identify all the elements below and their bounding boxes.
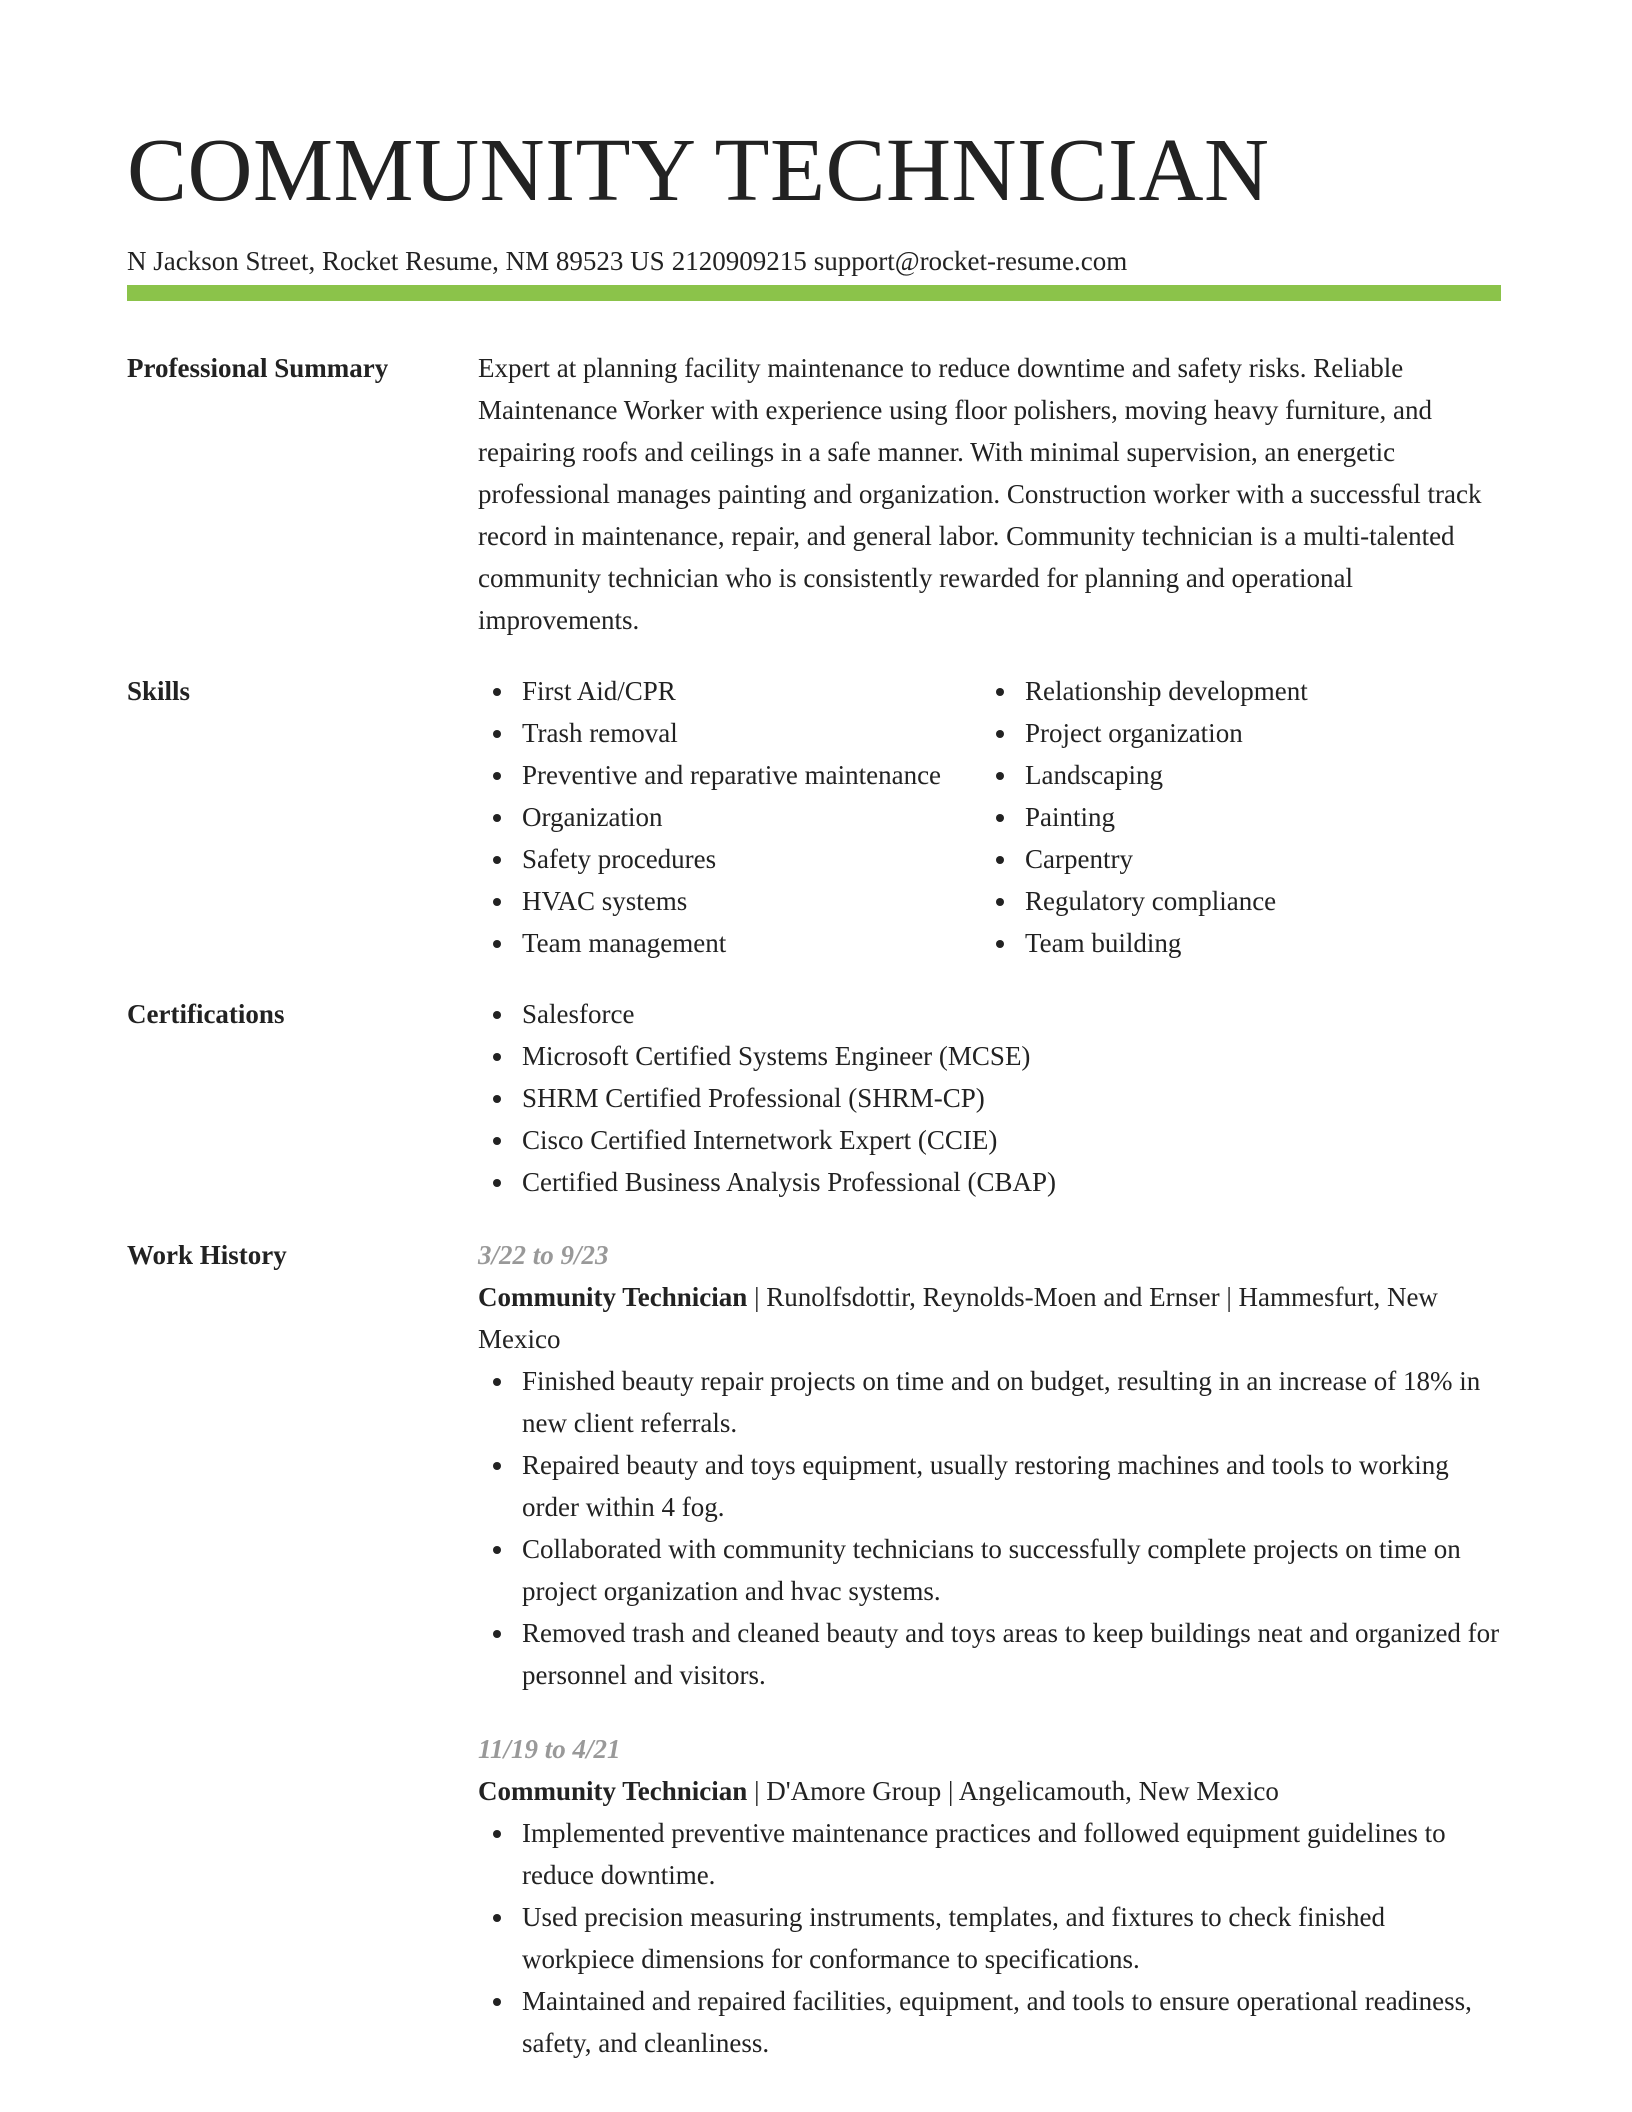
skill-item: Carpentry <box>981 838 1484 880</box>
skills-list-right <box>981 670 1484 964</box>
certification-item: Certified Business Analysis Professional (CBAP) <box>478 1161 1501 1203</box>
job-bullet: Finished beauty repair projects on time and on budget, resulting in an increase of 18% in new client referrals. <box>478 1360 1501 1444</box>
certifications-list <box>478 993 1501 1203</box>
skill-item: Team management <box>478 922 981 964</box>
contact-email: support@rocket-resume.com <box>813 246 1128 276</box>
certification-item: Salesforce <box>478 993 1501 1035</box>
job-entry <box>478 1234 1501 1696</box>
certifications-body <box>478 993 1501 1203</box>
job-heading <box>478 1770 1501 1812</box>
skill-item: Safety procedures <box>478 838 981 880</box>
job-bullet-list <box>478 1812 1501 2064</box>
job-bullet: Implemented preventive maintenance practices and followed equipment guidelines to reduce downtime. <box>478 1812 1501 1896</box>
skill-item: Regulatory compliance <box>981 880 1484 922</box>
skill-item: HVAC systems <box>478 880 981 922</box>
skill-item: Project organization <box>981 712 1484 754</box>
job-bullet: Collaborated with community technicians to successfully complete projects on time on project organization and hvac systems. <box>478 1528 1501 1612</box>
job-bullet: Repaired beauty and toys equipment, usually restoring machines and tools to working order within 4 fog. <box>478 1444 1501 1528</box>
skill-item: Landscaping <box>981 754 1484 796</box>
header-divider <box>127 285 1501 301</box>
summary-body <box>478 347 1501 641</box>
skills-heading: Skills <box>127 676 191 706</box>
certifications-heading: Certifications <box>127 999 285 1029</box>
job-bullet: Maintained and repaired facilities, equipment, and tools to ensure operational readiness, safety, and cleanliness. <box>478 1980 1501 2064</box>
job-bullet: Used precision measuring instruments, templates, and fixtures to check finished workpiece dimensions for conformance to specifications. <box>478 1896 1501 1980</box>
summary-heading: Professional Summary <box>127 353 389 383</box>
job-bullet: Removed trash and cleaned beauty and toys areas to keep buildings neat and organized for personnel and visitors. <box>478 1612 1501 1696</box>
job-dates: 11/19 to 4/21 <box>478 1734 621 1764</box>
certification-item: Microsoft Certified Systems Engineer (MCSE) <box>478 1035 1501 1077</box>
skills-list-left <box>478 670 981 964</box>
contact-address: N Jackson Street, Rocket Resume, NM 89523 US <box>127 246 665 276</box>
resume-header <box>127 118 1501 277</box>
job-title: Community Technician <box>478 1776 748 1806</box>
job-dates: 3/22 to 9/23 <box>478 1240 609 1270</box>
skill-item: Team building <box>981 922 1484 964</box>
job-details: | D'Amore Group | Angelicamouth, New Mexico <box>747 1776 1279 1806</box>
skill-item: Painting <box>981 796 1484 838</box>
contact-line <box>127 245 1501 277</box>
work-history-body <box>478 1234 1501 2064</box>
candidate-name: COMMUNITY TECHNICIAN <box>127 121 1270 220</box>
job-title: Community Technician <box>478 1282 748 1312</box>
skill-item: First Aid/CPR <box>478 670 981 712</box>
skill-item: Trash removal <box>478 712 981 754</box>
contact-phone: 2120909215 <box>671 246 807 276</box>
skill-item: Organization <box>478 796 981 838</box>
job-bullet-list <box>478 1360 1501 1696</box>
certification-item: SHRM Certified Professional (SHRM-CP) <box>478 1077 1501 1119</box>
summary-text: Expert at planning facility maintenance to reduce downtime and safety risks. Reliable Maintenance Worker with experience using floor polishers, moving heavy furniture, and repairing roofs and ceilings in a safe manner. With minimal supervision, an energetic professional manages painting and organization. Construction worker with a successful track record in maintenance, repair, and general labor. Community technician is a multi-talented community technician who is consistently rewarded for planning and operational improvements. <box>478 353 1482 635</box>
certification-item: Cisco Certified Internetwork Expert (CCIE) <box>478 1119 1501 1161</box>
work-history-heading: Work History <box>127 1240 287 1270</box>
skills-grid <box>478 670 1501 964</box>
job-entry <box>478 1728 1501 2064</box>
job-heading <box>478 1276 1501 1360</box>
job-details: | Runolfsdottir, Reynolds-Moen and Ernser | Hammesfurt, New Mexico <box>478 1282 1438 1354</box>
skill-item: Relationship development <box>981 670 1484 712</box>
skill-item: Preventive and reparative maintenance <box>478 754 981 796</box>
